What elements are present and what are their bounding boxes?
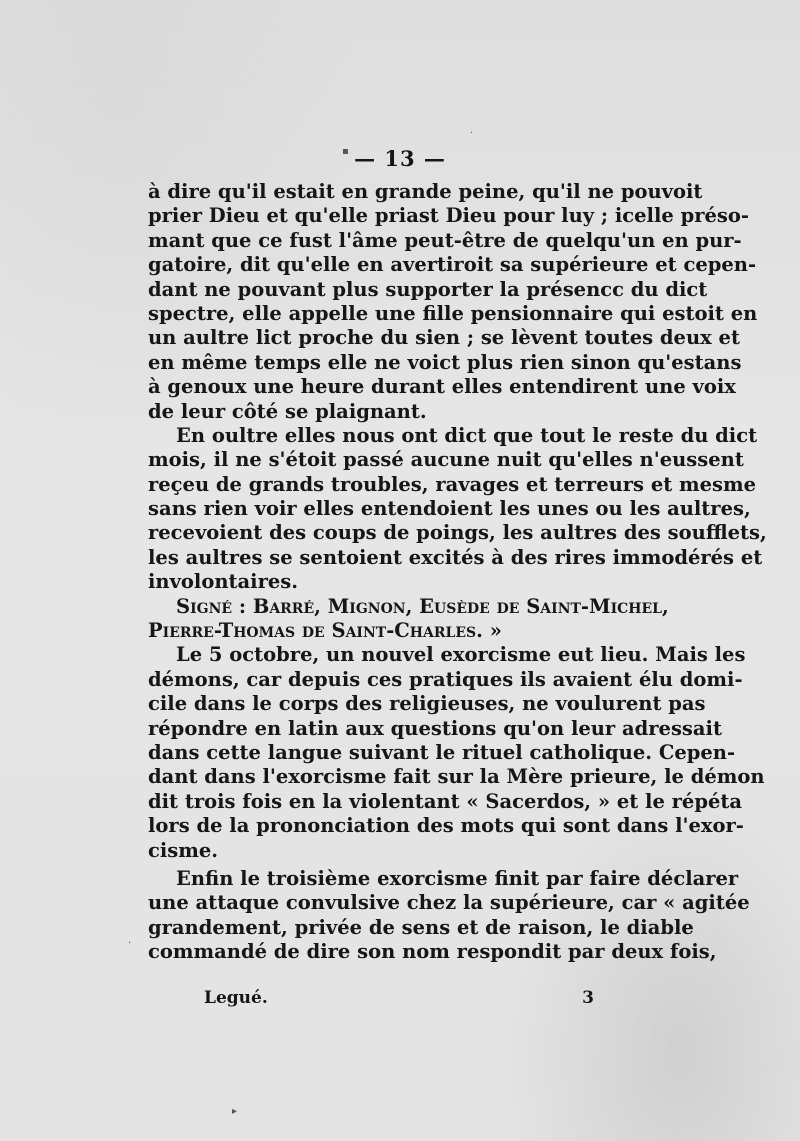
printer-signature: Legué. xyxy=(204,988,268,1008)
text-line: les aultres se sentoient excités à des rires immodérés et xyxy=(148,545,763,569)
text-line: une attaque convulsive chez la supérieure, car « agitée xyxy=(148,891,750,915)
text-line: involontaires. xyxy=(148,570,299,594)
text-line: lors de la prononciation des mots qui sont dans l'exor- xyxy=(148,814,744,838)
text-line: en même temps elle ne voict plus rien sinon qu'estans xyxy=(148,350,742,374)
page-number: — 13 — xyxy=(354,146,446,171)
text-line: à dire qu'il estait en grande peine, qu'il ne pouvoit xyxy=(148,180,703,203)
text-line: mois, il ne s'étoit passé aucune nuit qu'elles n'eussent xyxy=(148,448,744,472)
text-line: dit trois fois en la violentant « Sacerdos, » et le répéta xyxy=(148,789,743,813)
text-line: commandé de dire son nom respondit par deux fois, xyxy=(148,940,717,964)
text-line: reçeu de grands troubles, ravages et terreurs et mesme xyxy=(148,472,757,496)
text-line: prier Dieu et qu'elle priast Dieu pour luy ; icelle préso- xyxy=(148,204,749,228)
text-line: démons, car depuis ces pratiques ils avaient élu domi- xyxy=(148,667,743,691)
page-footer xyxy=(204,988,594,1012)
text-line: sans rien voir elles entendoient les unes ou les aultres, xyxy=(148,497,751,521)
text-line: un aultre lict proche du sien ; se lèvent toutes deux et xyxy=(148,326,740,350)
sheet-number: 3 xyxy=(582,988,594,1008)
signature-line: Signé : Barré, Mignon, Eusède de Saint-Michel, xyxy=(176,594,669,618)
ink-speck: ▸ xyxy=(232,1106,238,1117)
text-line: cisme. xyxy=(148,838,219,862)
text-line: Le 5 octobre, un nouvel exorcisme eut lieu. Mais les xyxy=(176,643,746,667)
text-line: Enfin le troisième exorcisme finit par faire déclarer xyxy=(176,866,739,890)
text-line: répondre en latin aux questions qu'on leur adressait xyxy=(148,716,722,740)
text-line: En oultre elles nous ont dict que tout le reste du dict xyxy=(176,423,758,447)
ink-speck: ▪ xyxy=(342,146,349,157)
text-line: dant dans l'exorcisme fait sur la Mère prieure, le démon xyxy=(148,765,765,789)
text-line: grandement, privée de sens et de raison, le diable xyxy=(148,915,694,939)
text-line: de leur côté se plaignant. xyxy=(148,399,427,423)
text-line: recevoient des coups de poings, les aultres des soufflets, xyxy=(148,521,767,545)
text-line: gatoire, dit qu'elle en avertiroit sa supérieure et cepen- xyxy=(148,253,757,277)
body-text xyxy=(148,180,767,965)
text-line: spectre, elle appelle une fille pensionnaire qui estoit en xyxy=(148,301,758,325)
ink-speck: · xyxy=(128,938,132,949)
text-line: dans cette langue suivant le rituel catholique. Cepen- xyxy=(148,740,736,764)
text-line: cile dans le corps des religieuses, ne voulurent pas xyxy=(148,692,706,716)
text-line: dant ne pouvant plus supporter la présencc du dict xyxy=(148,277,708,301)
text-line: mant que ce fust l'âme peut-être de quelqu'un en pur- xyxy=(148,228,742,252)
text-line: à genoux une heure durant elles entendirent une voix xyxy=(148,375,736,399)
signature-line: Pierre-Thomas de Saint-Charles. » xyxy=(148,619,502,643)
ink-speck: · xyxy=(470,128,474,139)
